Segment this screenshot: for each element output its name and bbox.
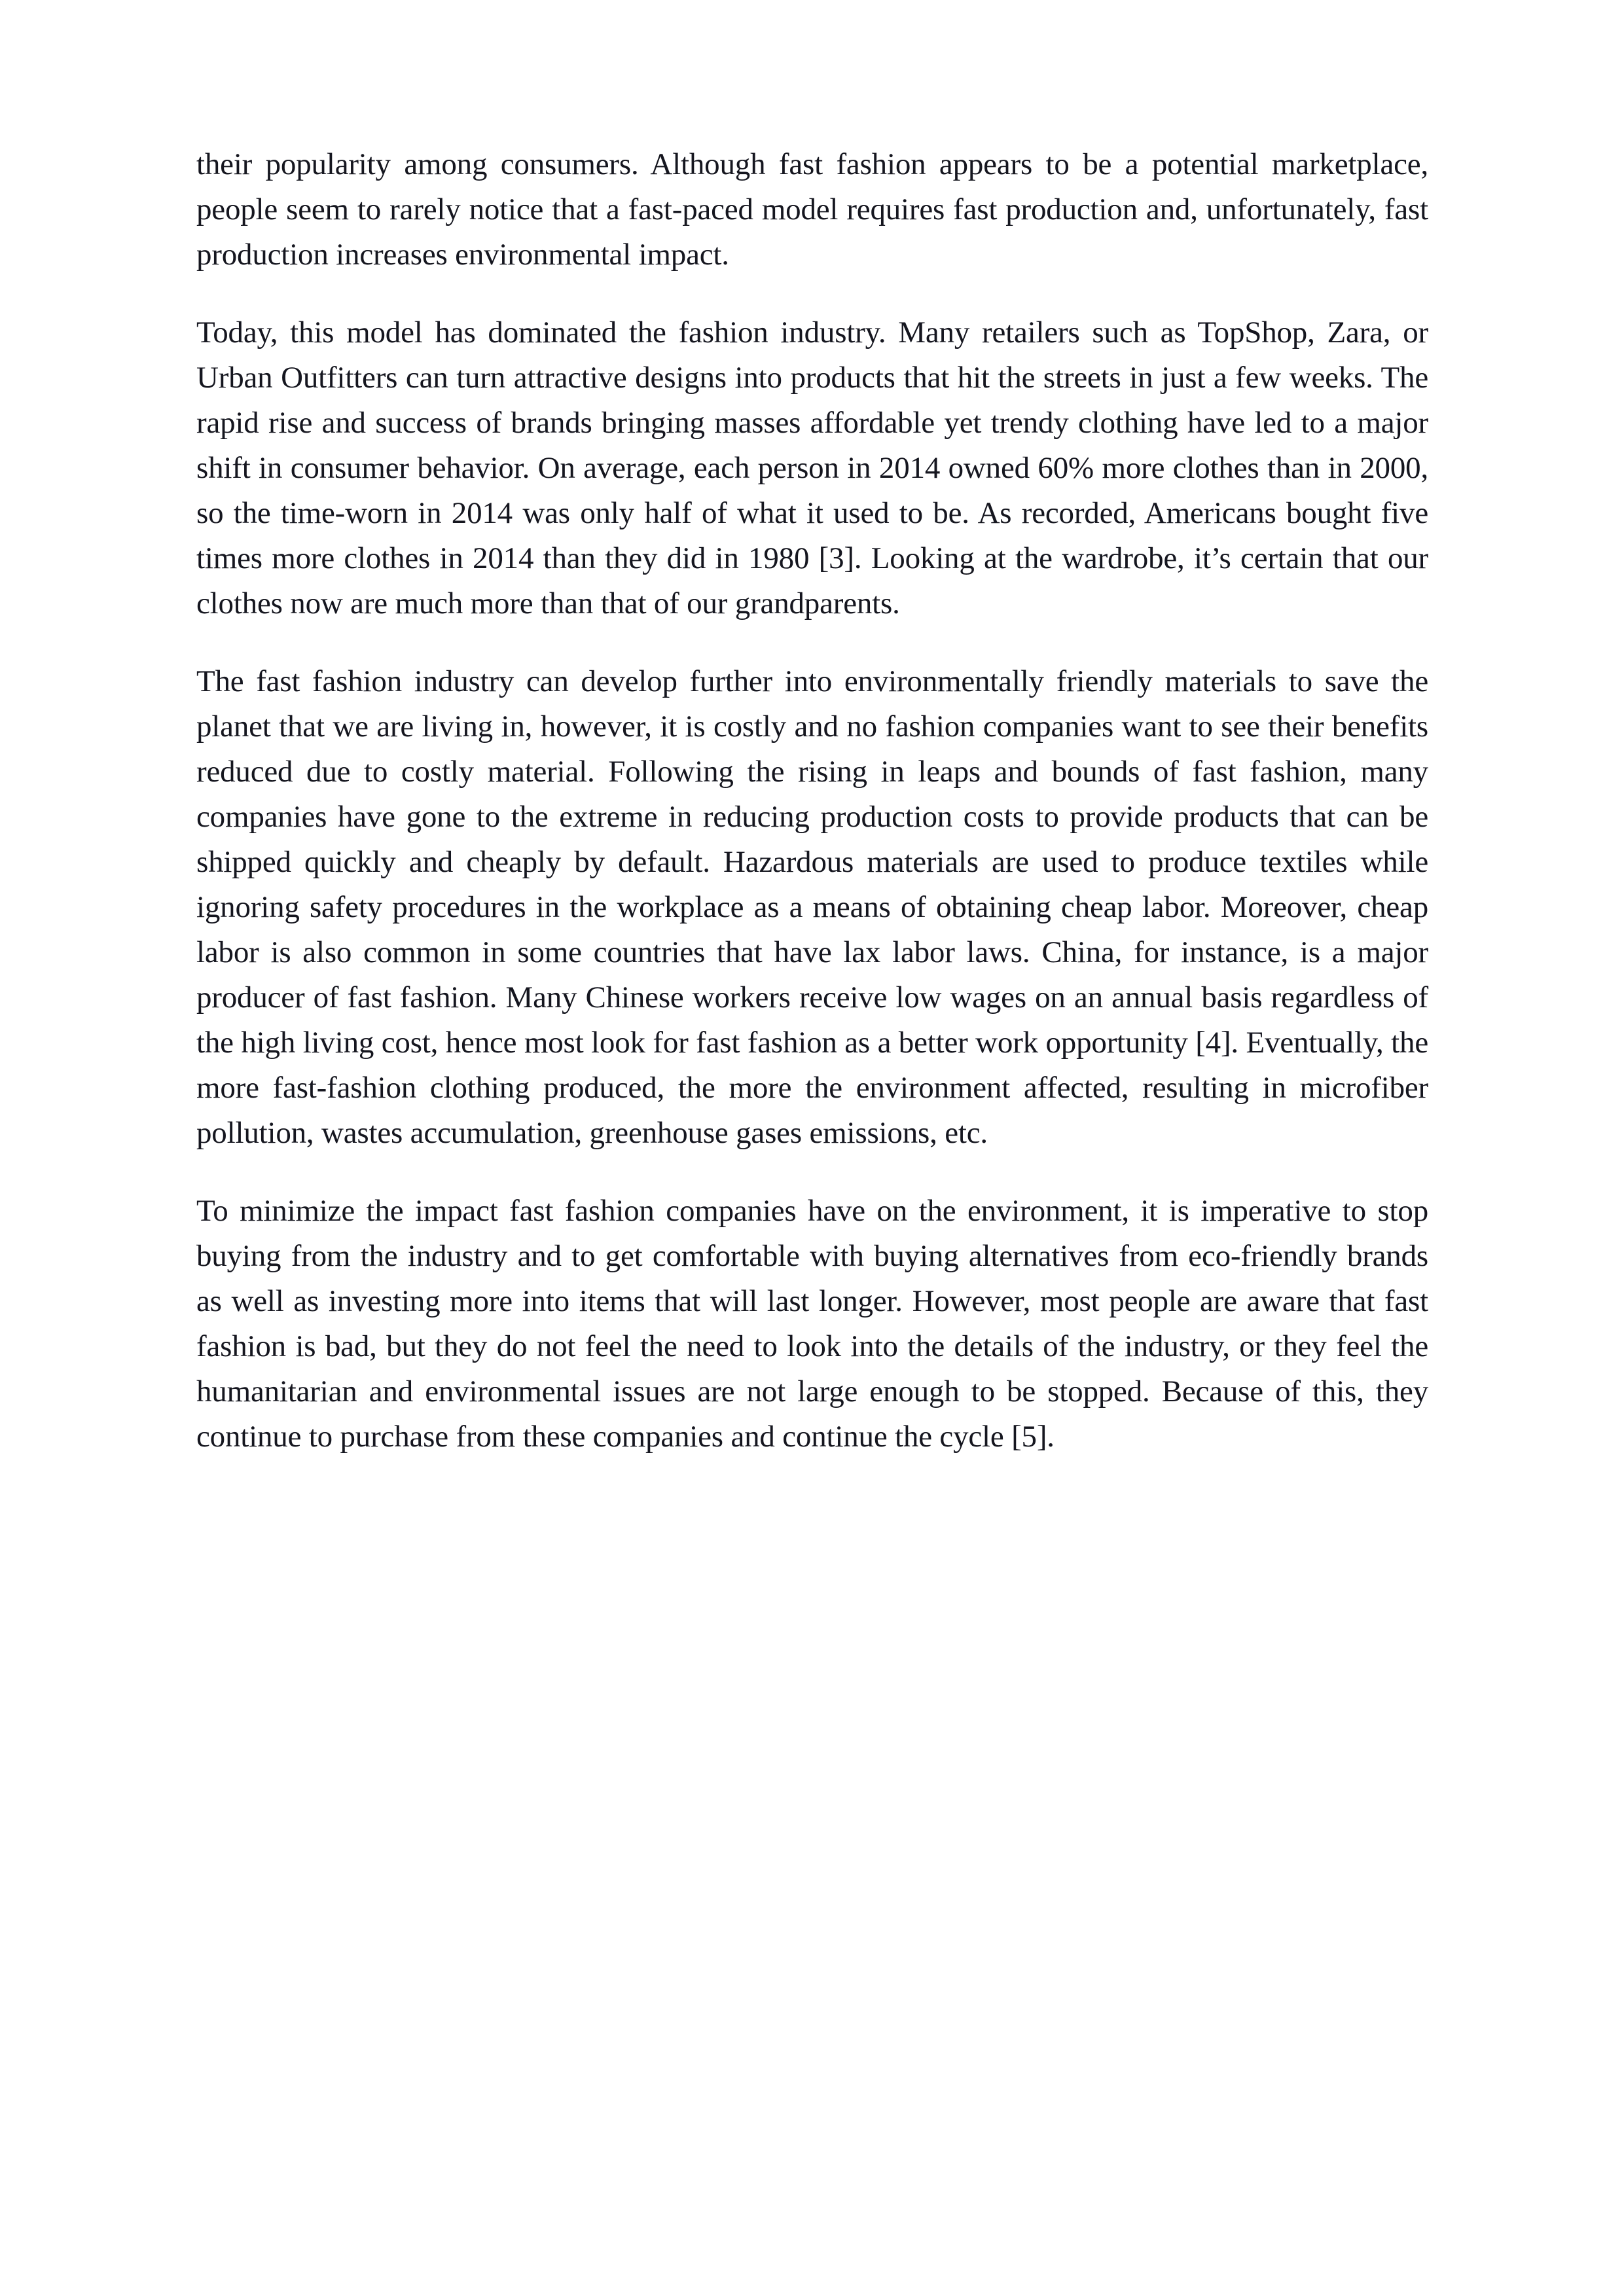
paragraph-production-costs: The fast fashion industry can develop further into environmentally friendly materials to save the planet that we are living in, however, it is costly and no fashion companies want to see their benefits reduced due to costly material. Following the rising in leaps and bounds of fast fashion, many companies have gone to the extreme in reducing production costs to provide products that can be shipped quickly and cheaply by default. Hazardous materials are used to produce textiles while ignoring safety procedures in the workplace as a means of obtaining cheap labor. Moreover, cheap labor is also common in some countries that have lax labor laws. China, for instance, is a major producer of fast fashion. Many Chinese workers receive low wages on an annual basis regardless of the high living cost, hence most look for fast fashion as a better work opportunity [4]. Eventually, the more fast-fashion clothing produced, the more the environment affected, resulting in microfiber pollution, wastes accumulation, greenhouse gases emissions, etc. [196, 664, 1428, 1150]
paragraph-minimize-impact: To minimize the impact fast fashion companies have on the environment, it is imperative to stop buying from the industry and to get comfortable with buying alternatives from eco-friendly brands as well as investing more into items that will last longer. However, most people are aware that fast fashion is bad, but they do not feel the need to look into the details of the industry, or they feel the humanitarian and environmental issues are not large enough to be stopped. Because of this, they continue to purchase from these companies and continue the cycle [5]. [196, 1194, 1428, 1454]
body-text [196, 142, 1428, 1492]
paragraph-popularity: their popularity among consumers. Although fast fashion appears to be a potential marketplace, people seem to rarely notice that a fast-paced model requires fast production and, unfortunately, fast production increases environmental impact. [196, 147, 1428, 272]
paragraph-industry-dominance: Today, this model has dominated the fashion industry. Many retailers such as TopShop, Zara, or Urban Outfitters can turn attractive designs into products that hit the streets in just a few weeks. The rapid rise and success of brands bringing masses affordable yet trendy clothing have led to a major shift in consumer behavior. On average, each person in 2014 owned 60% more clothes than in 2000, so the time-worn in 2014 was only half of what it used to be. As recorded, Americans bought five times more clothes in 2014 than they did in 1980 [3]. Looking at the wardrobe, it’s certain that our clothes now are much more than that of our grandparents. [196, 315, 1428, 620]
